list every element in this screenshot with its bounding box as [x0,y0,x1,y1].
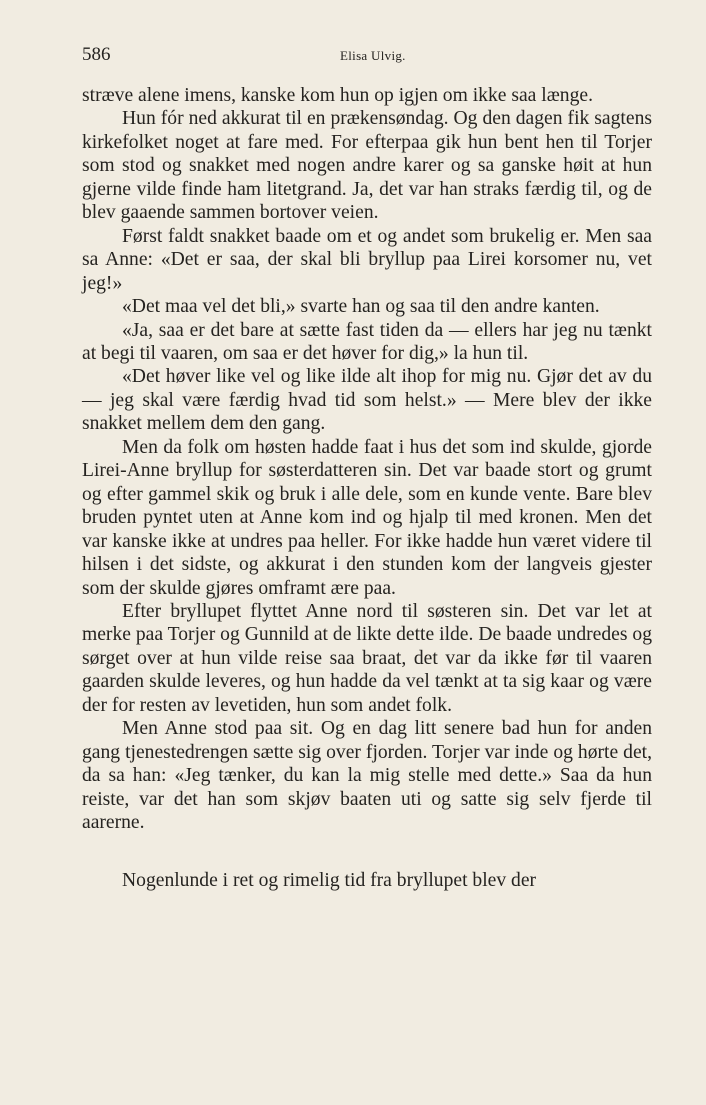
body-text [82,84,652,892]
paragraph-new-section: Nogenlunde i ret og rimelig tid fra bryllupet blev der [122,869,537,891]
section-gap [82,835,652,869]
paragraph-continuation: stræve alene imens, kanske kom hun op igjen om ikke saa længe. [82,85,593,106]
paragraph: «Ja, saa er det bare at sætte fast tiden da — ellers har jeg nu tænkt at begi til vaaren, om saa er det høver for dig,» la hun til. [82,319,652,364]
paragraph: «Det maa vel det bli,» svarte han og saa til den andre kanten. [122,296,600,318]
paragraph: Men da folk om høsten hadde faat i hus det som ind skulde, gjorde Lirei-Anne bryllup for søsterdatteren sin. Det var baade stort og grumt og efter gammel skik og bruk i alle dele, som en kunde vente. Bare blev bruden pyntet uten at Anne kom ind og hjalp til med kronen. Men det var kanske ikke at undres paa heller. For ikke hadde hun været videre til hilsen i det sidste, og akkurat i den stunden kom der langveis gjester som der skulde gjøres omframt ære paa. [82,436,652,599]
paragraph: Efter bryllupet flyttet Anne nord til søsteren sin. Det var let at merke paa Torjer og Gunnild at de likte dette ilde. De baade undredes og sørget over at hun vilde reise saa braat, det var da ikke før til vaaren gaarden skulde leveres, og hun hadde da vel tænkt at ta sig kaar og være der for resten av levetiden, hun som andet folk. [82,600,652,716]
paragraph: «Det høver like vel og like ilde alt ihop for mig nu. Gjør det av du — jeg skal være færdig hvad tid som helst.» — Mere blev der ikke snakket mellem dem den gang. [82,366,652,435]
page-header [82,44,652,70]
paragraph: Men Anne stod paa sit. Og en dag litt senere bad hun for anden gang tjenestedrengen sætte sig over fjorden. Torjer var inde og hørte det, da sa han: «Jeg tænker, du kan la mig stelle med dette.» Saa da hun reiste, var det han som skjøv baaten uti og satte sig selv fjerde til aarerne. [82,718,652,834]
page-number: 586 [82,44,111,65]
paragraph: Hun fór ned akkurat til en prækensøndag. Og den dagen fik sagtens kirkefolket noget at fare med. For efterpaa gik hun bent hen til Torjer som stod og snakket med nogen andre karer og sa ganske høit at hun gjerne vilde finde ham litetgrand. Ja, det var han straks færdig til, og de blev gaaende sammen bortover veien. [82,108,652,224]
paragraph: Først faldt snakket baade om et og andet som brukelig er. Men saa sa Anne: «Det er saa, der skal bli bryllup paa Lirei korsomer nu, vet jeg!» [82,225,652,294]
running-title: Elisa Ulvig. [340,48,406,63]
